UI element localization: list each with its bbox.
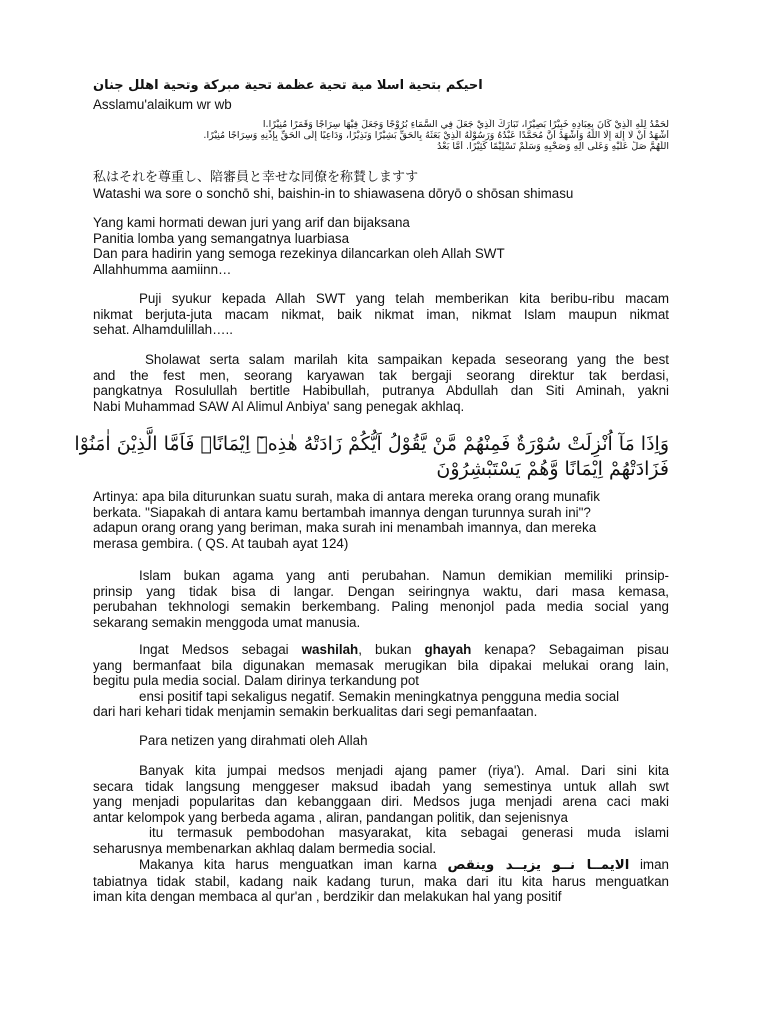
paragraph-line: and the fest men, seorang karyawan tak bergaji seorang direktur tak berdasi, xyxy=(93,367,669,383)
text-run: kenapa? Sebagaiman pisau xyxy=(471,642,669,657)
bold-term: ghayah xyxy=(424,642,472,657)
dua-line: اللّٰهُمَّ صَلِّ عَلَيْهِ وَعَلَى آلِهِ وَصَحْبِهِ وَسَلِّمْ تَسْلِيْمًا كَثِيْرًا. أَمَّا بَعْدُ xyxy=(437,141,669,152)
paragraph-line: sekarang semakin menggoda umat manusia. xyxy=(93,614,361,630)
paragraph-line: secara tidak langsung menggeser maksud ibadah yang semestinya untuk allah swt xyxy=(93,778,669,794)
paragraph-netizen: Para netizen yang dirahmati oleh Allah xyxy=(139,733,368,748)
paragraph-puji-syukur xyxy=(93,291,669,338)
paragraph-line: Sholawat serta salam marilah kita sampaikan kepada seseorang yang the best xyxy=(145,352,669,367)
greeting-arabic xyxy=(93,78,669,94)
arabic-phrase: الايمــا نــو يزيــد وينقص xyxy=(447,858,630,873)
paragraph-line: perubahan tekhnologi semakin berkembang. Paling menonjol pada media social yang xyxy=(93,599,669,615)
paragraph-line: yang menjadi popularitas dan kebanggaan diri. Medsos juga menjadi arena caci maki xyxy=(93,794,669,810)
text-run: , bukan xyxy=(358,642,425,657)
paragraph-line: Islam bukan agama yang anti perubahan. Namun demikian memiliki prinsip- xyxy=(139,568,669,583)
greeting-latin: Asslamu'alaikum wr wb xyxy=(93,97,232,112)
paragraph-medsos xyxy=(93,642,669,720)
paragraph-line: begitu pula media social. Dalam dirinya terkandung pot xyxy=(93,673,420,689)
bold-term: washilah xyxy=(301,642,359,657)
paragraph-line: yang bermanfaat bila digunakan memasak merugikan bila dipakai melukai orang lain, xyxy=(93,657,669,673)
salutation-line: Dan para hadirin yang semoga rezekinya dilancarkan oleh Allah SWT xyxy=(93,246,505,262)
paragraph-line: ensi positif tapi sekaligus negatif. Semakin meningkatnya pengguna media social xyxy=(139,688,620,704)
greeting-arabic-text: احيكم بتحية اسلا مية تحية عظمة تحية مبركة وتحية اهلل جنان xyxy=(93,78,483,93)
quran-verse-line: فَزَادَتْهُمْ اِيْمَانًا وَّهُمْ يَسْتَبْشِرُوْنَ xyxy=(436,458,669,480)
opening-dua xyxy=(93,119,669,152)
paragraph-line: adapun orang orang yang beriman, maka surah ini menambah imannya, dan mereka xyxy=(93,520,597,536)
paragraph-line: prinsip yang tidak bisa di langar. Dengan seiringnya waktu, dari masa kemasa, xyxy=(93,583,669,599)
paragraph-line: merasa gembira. ( QS. At taubah ayat 124) xyxy=(93,535,349,551)
dua-line: أَشْهَدُ أَنْ لَا إِلٰهَ إِلَّا اللّٰهُ وَأَشْهَدُ أَنَّ مُحَمَّدًا عَبْدُهُ وَرَسُوْلُهُ الَّذِيْ بَعَثَهُ بِالْحَقِّ بَشِيْرًا وَنَذِيْرًا، وَدَاعِيًا إِلَى الْحَقِّ بِإِذْنِهِ وَسِرَاجًا مُنِيْرًا. xyxy=(203,130,669,141)
paragraph-line: tabiatnya tidak stabil, kadang naik kadang turun, maka dari itu kita harus menguatkan xyxy=(93,873,669,889)
paragraph-artinya xyxy=(93,489,669,551)
paragraph-line: Nabi Muhammad SAW Al Alimul Anbiya' sang penegak akhlaq. xyxy=(93,398,465,414)
salutations xyxy=(93,215,669,277)
japanese-romaji: Watashi wa sore o sonchō shi, baishin-in to shiawasena dōryō o shōsan shimasu xyxy=(93,186,574,201)
paragraph-makanya xyxy=(93,857,669,905)
paragraph-line xyxy=(93,642,669,658)
paragraph-banyak xyxy=(93,763,669,857)
paragraph-islam xyxy=(93,568,669,630)
paragraph-line: pangkatnya Rosulullah bertitle Habibullah, putranya Abdullah dan Siti Aminah, yakni xyxy=(93,383,669,399)
quran-verse-line: وَاِذَا مَآ اُنْزِلَتْ سُوْرَةٌ فَمِنْهُمْ مَّنْ يَّقُوْلُ اَيُّكُمْ زَادَتْهُ هٰذِهٖٓ اِيْمَانًاۚ فَاَمَّا الَّذِيْنَ اٰمَنُوْا xyxy=(74,433,669,455)
paragraph-line: Puji syukur kepada Allah SWT yang telah memberikan kita beribu-ribu macam xyxy=(139,291,669,306)
paragraph-line: dari hari kehari tidak menjamin semakin berkualitas dari segi pemanfaatan. xyxy=(93,704,538,720)
paragraph-line: Artinya: apa bila diturunkan suatu surah, maka di antara mereka orang orang munafik xyxy=(93,489,600,504)
dua-line: لْحَمْدُ لِلّٰهِ الَّذِيْ كَانَ بِعِبَادِهِ خَبِيْرًا بَصِيْرًا، تَبَارَكَ الَّذِيْ جَعَلَ فِي السَّمَاءِ بُرُوْجًا وَجَعَلَ فِيْهَا سِرَاجًا وَقَمَرًا مُنِيْرًا.ا xyxy=(262,119,669,130)
paragraph-line: antar kelompok yang berbeda agama , aliran, pandangan politik, dan sejenisnya xyxy=(93,809,568,825)
paragraph-line xyxy=(93,857,669,874)
paragraph-line: iman kita dengan membaca al qur'an , berdzikir dan melakukan hal yang positif xyxy=(93,889,562,905)
text-run: Makanya kita harus menguatkan iman karna xyxy=(139,857,437,872)
salutation-line: Yang kami hormati dewan juri yang arif dan bijaksana xyxy=(93,215,410,230)
text-run: iman xyxy=(639,857,669,872)
salutation-line: Panitia lomba yang semangatnya luarbiasa xyxy=(93,230,350,246)
paragraph-line: itu termasuk pembodohan masyarakat, kita sebagai generasi muda islami xyxy=(149,825,669,841)
quran-verse xyxy=(74,432,669,482)
text-run: Ingat Medsos sebagai xyxy=(139,642,302,657)
paragraph-line: Banyak kita jumpai medsos menjadi ajang pamer (riya'). Amal. Dari sini kita xyxy=(139,763,669,778)
paragraph-line: sehat. Alhamdulillah….. xyxy=(93,322,233,338)
paragraph-line: berkata. "Siapakah di antara kamu bertambah imannya dengan turunnya surah ini"? xyxy=(93,504,591,520)
paragraph-sholawat xyxy=(93,352,669,414)
paragraph-line: nikmat berjuta-juta macam nikmat, baik nikmat iman, nikmat Islam maupun nikmat xyxy=(93,306,669,322)
japanese-line: 私はそれを尊重し、陪審員と幸せな同僚を称賛しますす xyxy=(93,170,419,185)
paragraph-line: seharusnya membenarkan akhlaq dalam bermedia social. xyxy=(93,840,437,856)
salutation-line: Allahhumma aamiinn… xyxy=(93,261,232,277)
